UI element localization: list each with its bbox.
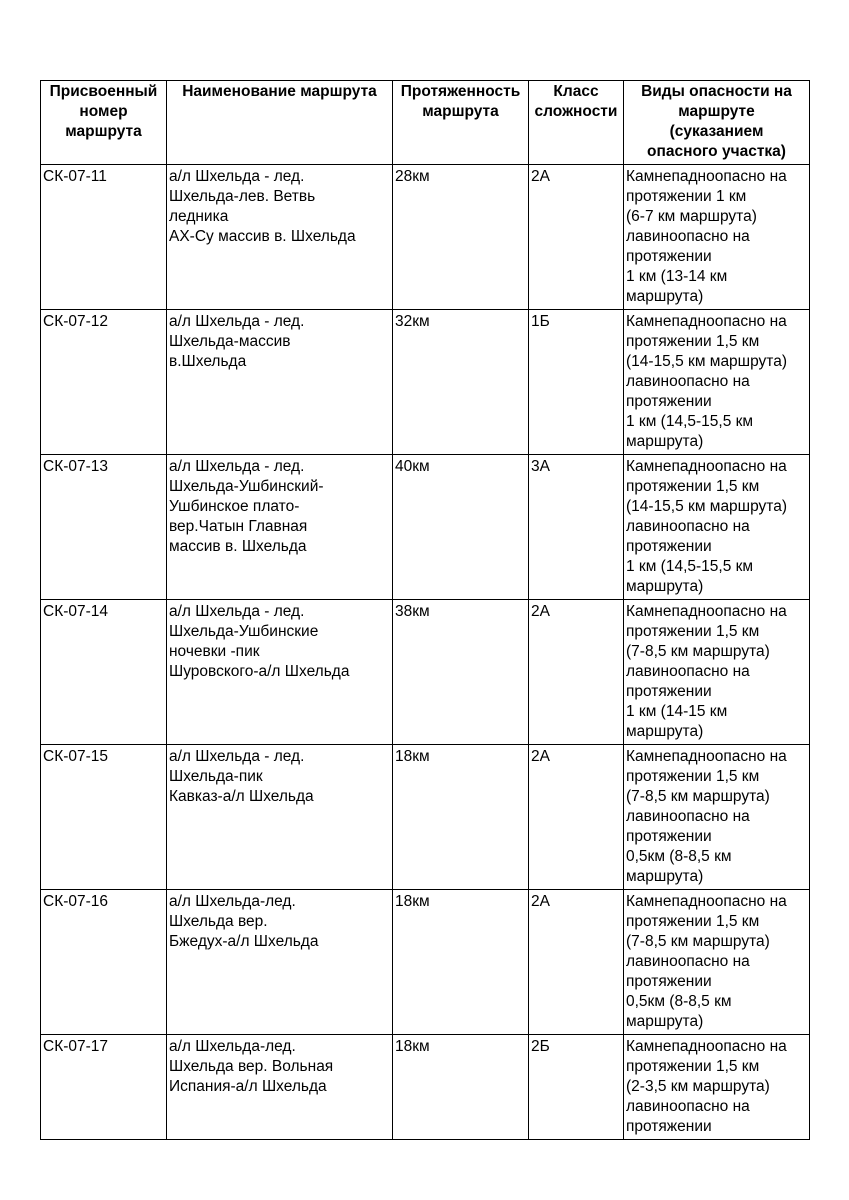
table-row — [41, 310, 810, 455]
route-number: СК-07-13 — [41, 455, 167, 600]
header-route-number: Присвоенный номер маршрута — [41, 81, 167, 165]
route-difficulty: 3А — [529, 455, 624, 600]
route-number: СК-07-15 — [41, 745, 167, 890]
route-length: 18км — [393, 745, 529, 890]
route-name: а/л Шхельда - лед. Шхельда-массив в.Шхельда — [167, 310, 393, 455]
route-name: а/л Шхельда - лед. Шхельда-лев. Ветвь ледника АХ-Су массив в. Шхельда — [167, 165, 393, 310]
route-number: СК-07-16 — [41, 890, 167, 1035]
table-row — [41, 1035, 810, 1140]
header-hazards: Виды опасности на маршруте (суказанием опасного участка) — [624, 81, 810, 165]
route-hazards: Камнепадноопасно на протяжении 1,5 км (7-8,5 км маршрута) лавиноопасно на протяжении 1 км (14-15 км маршрута) — [624, 600, 810, 745]
header-row — [41, 81, 810, 165]
route-difficulty: 2А — [529, 165, 624, 310]
table-header — [41, 81, 810, 165]
route-name: а/л Шхельда - лед. Шхельда-Ушбинский- Ушбинское плато- вер.Чатын Главная массив в. Шхельда — [167, 455, 393, 600]
route-hazards: Камнепадноопасно на протяжении 1,5 км (14-15,5 км маршрута) лавиноопасно на протяжении 1 км (14,5-15,5 км маршрута) — [624, 310, 810, 455]
table-row — [41, 455, 810, 600]
route-name: а/л Шхельда - лед. Шхельда-Ушбинские ночевки -пик Шуровского-а/л Шхельда — [167, 600, 393, 745]
route-length: 18км — [393, 1035, 529, 1140]
route-difficulty: 2Б — [529, 1035, 624, 1140]
route-hazards: Камнепадноопасно на протяжении 1,5 км (2-3,5 км маршрута) лавиноопасно на протяжении — [624, 1035, 810, 1140]
table-body — [41, 165, 810, 1140]
route-number: СК-07-14 — [41, 600, 167, 745]
header-difficulty: Класс сложности — [529, 81, 624, 165]
route-number: СК-07-11 — [41, 165, 167, 310]
route-difficulty: 1Б — [529, 310, 624, 455]
route-hazards: Камнепадноопасно на протяжении 1,5 км (7-8,5 км маршрута) лавиноопасно на протяжении 0,5км (8-8,5 км маршрута) — [624, 890, 810, 1035]
route-number: СК-07-17 — [41, 1035, 167, 1140]
route-hazards: Камнепадноопасно на протяжении 1,5 км (7-8,5 км маршрута) лавиноопасно на протяжении 0,5км (8-8,5 км маршрута) — [624, 745, 810, 890]
route-difficulty: 2А — [529, 890, 624, 1035]
route-name: а/л Шхельда-лед. Шхельда вер. Вольная Испания-а/л Шхельда — [167, 1035, 393, 1140]
route-number: СК-07-12 — [41, 310, 167, 455]
table-row — [41, 745, 810, 890]
route-length: 38км — [393, 600, 529, 745]
route-name: а/л Шхельда-лед. Шхельда вер. Бжедух-а/л Шхельда — [167, 890, 393, 1035]
route-difficulty: 2А — [529, 745, 624, 890]
table-row — [41, 600, 810, 745]
route-hazards: Камнепадноопасно на протяжении 1,5 км (14-15,5 км маршрута) лавиноопасно на протяжении 1 км (14,5-15,5 км маршрута) — [624, 455, 810, 600]
route-difficulty: 2А — [529, 600, 624, 745]
route-hazards: Камнепадноопасно на протяжении 1 км (6-7 км маршрута) лавиноопасно на протяжении 1 км (13-14 км маршрута) — [624, 165, 810, 310]
routes-table — [40, 80, 810, 1140]
route-name: а/л Шхельда - лед. Шхельда-пик Кавказ-а/л Шхельда — [167, 745, 393, 890]
route-length: 40км — [393, 455, 529, 600]
header-route-name: Наименование маршрута — [167, 81, 393, 165]
route-length: 18км — [393, 890, 529, 1035]
table-row — [41, 165, 810, 310]
table-row — [41, 890, 810, 1035]
route-length: 32км — [393, 310, 529, 455]
header-length: Протяженность маршрута — [393, 81, 529, 165]
route-length: 28км — [393, 165, 529, 310]
